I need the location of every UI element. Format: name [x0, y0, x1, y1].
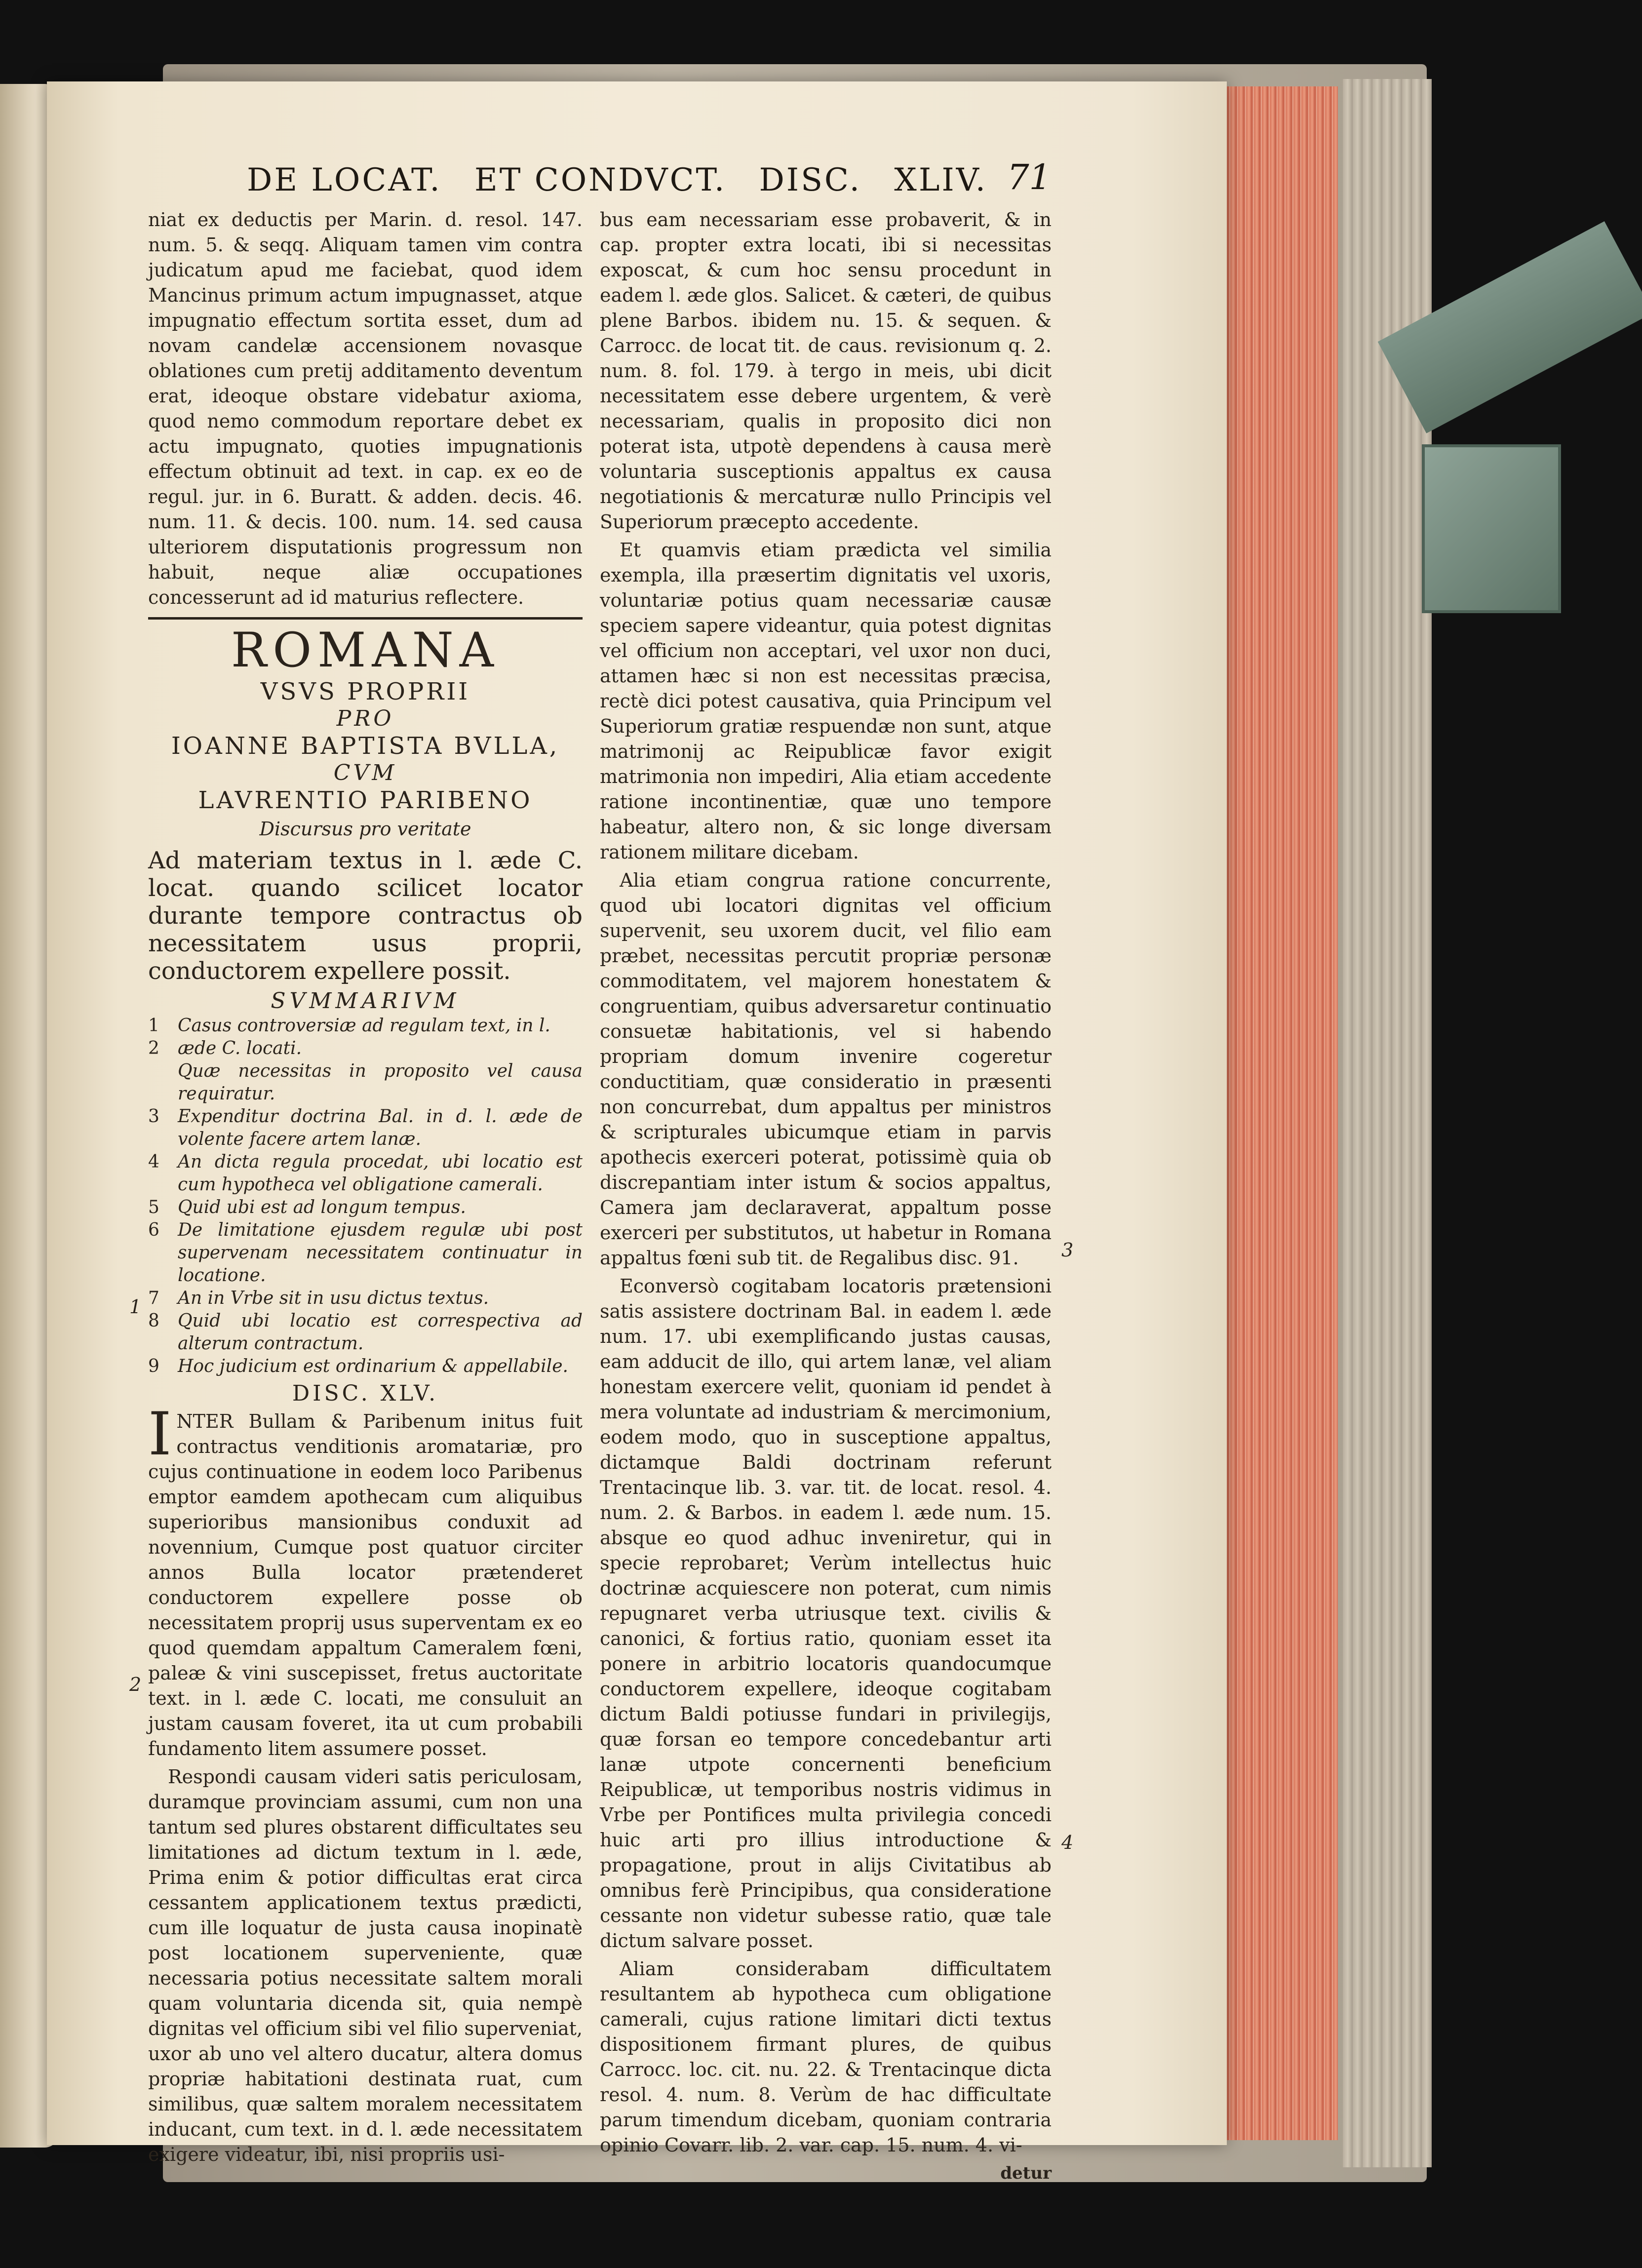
body-paragraph: INTER Bullam & Paribenum initus fuit contractus venditionis aromatariæ, pro cujus continuatione in eodem loco Paribenus emptor eamdem apothecam cum aliquibus superioribus mansionibus conduxit ad novennium, Cumque post quatuor circiter annos Bulla locator prætenderet conductorem expellere posse ob necessitatem proprij usus superventam ex eo quod quemdam appaltum Cameralem fœni, paleæ & vini suscepisset, fretus auctoritate text. in l. æde C. locati, me consuluit an justam causam foveret, ita ut cum probabili fundamento litem assumere posset. — [148, 1400, 583, 1760]
column-text: niat ex deductis per Marin. d. resol. 147. num. 5. & seqq. Aliquam tamen vim contra judicatum apud me faciebat, quod idem Mancinus primum actum impugnasset, atque impugnatio effectum sortita esset, dum ad novam candelæ accensionem novasque oblationes cum pretij additamento deventum erat, ideoque obstare videbatur axioma, quod nemo commodum reportare debet ex actu impugnato, quoties impugnationis effectum obtinuit ad text. in cap. ex eo de regul. jur. in 6. Buratt. & adden. decis. 46. num. 11. & decis. 100. num. 14. sed causa ulteriorem disputationis progressum non habuit, neque aliæ occupationes concesserunt ad id maturius reflectere. — [148, 209, 583, 608]
party-2: LAVRENTIO PARIBENO — [198, 786, 533, 814]
margin-number: 3 — [1061, 1239, 1074, 1261]
discursus-label: Discursus pro veritate — [259, 818, 471, 840]
summary-item: 8 Quid ubi locatio est correspectiva ad alterum contractum. — [148, 1311, 583, 1354]
case-subtitle: VSVS PROPRII — [260, 678, 470, 705]
summary-item: 1 Casus controversiæ ad regulam text, in l. — [148, 1016, 550, 1036]
summary-list — [148, 1015, 583, 1378]
running-head-part: DE LOCAT. — [247, 162, 442, 198]
body-paragraph: Econversò cogitabam locatoris prætensioni satis assistere doctrinam Bal. in eadem l. æde num. 17. ubi exemplificando justas causas, eam adducit de illo, qui artem lanæ, vel aliam honestam exercere velit, quoniam id pendet à mera voluntate ad industriam & mercimonium, eodem modo, quo in susceptione appaltus, dictamque Baldi doctrinam referunt Trentacinque lib. 3. var. tit. de locat. resol. 4. num. 2. & Barbos. in eadem l. æde num. 15. absque eo quod adhuc inveniretur, qui in specie reprobaret; Verùm intellectus huic doctrinæ acquiescere non poterat, cum nimis repugnaret verba utriusque text. civilis & canonici, & fortius ratio, quoniam esset ita ponere in arbitrio locatoris quandocumque conductorem expellere, ideoque cogitabam dictum Baldi potiusse fundari in privilegijs, quæ forsan eo tempore concedebantur arti lanæ utpote concernenti beneficium Reipublicæ, ut temporibus nostris vidimus in Vrbe per Pontifices multa privilegia concedi huic arti pro illius introductione & propagatione, prout in alijs Civitatibus ab omnibus ferè Principibus, qua consideratione cessante non videtur subesse ratio, quæ tale dictum salvare posset. — [600, 1275, 1052, 1952]
right-column — [600, 207, 1052, 2186]
body-paragraph: Respondi causam videri satis periculosam, duramque provinciam assumi, cum non una tantum sed plures obstarent difficultates seu limitationes ad dictum textum in l. æde, Prima enim & potior difficultas erat circa cessantem applicationem textus prædicti, cum ille loquatur de justa causa inopinatè post locationem superveniente, quæ necessaria potius necessitate saltem morali quam voluntaria dicenda sit, quia nempè dignitas vel officium sibi vel filio superveniat, uxor ab uno vel altero ducatur, altera domus propriæ habitationi destinata ruat, cum similibus, quæ saltem moralem necessitatem inducant, cum text. in d. l. æde necessitatem exigere videatur, ibi, nisi propriis usi- — [148, 1766, 583, 2165]
summarium-heading: SVMMARIVM — [271, 988, 460, 1014]
pro-label: PRO — [336, 706, 394, 731]
running-head — [247, 158, 987, 202]
body-paragraph: Aliam considerabam difficultatem resultantem ab hypotheca cum obligatione camerali, cujus ratione limitari dicti textus dispositionem firmant plures, de quibus Carrocc. loc. cit. nu. 22. & Trentacinque dicta resol. 4. num. 8. Verùm de hac difficultate parum timendum dicebam, quoniam contraria opinio Covarr. lib. 2. var. cap. 15. num. 4. vi- — [600, 1958, 1052, 2156]
summary-item: 4 An dicta regula procedat, ubi locatio est cum hypotheca vel obligatione camerali. — [148, 1152, 583, 1195]
drop-initial: I — [148, 1400, 172, 1469]
summary-item: 6 De limitatione ejusdem regulæ ubi post supervenam necessitatem continuatur in locatione. — [148, 1220, 583, 1286]
divider-rule — [148, 617, 583, 620]
discourse-heading: DISC. XLV. — [292, 1381, 439, 1406]
body-paragraph: bus eam necessariam esse probaverit, & in cap. propter extra locati, ibi si necessitas exposcat, & cum hoc sensu procedunt in eadem l. æde glos. Salicet. & cæteri, de quibus plene Barbos. ibidem nu. 15. & sequen. & Carrocc. de locat tit. de caus. revisionum q. 2. num. 8. fol. 179. à tergo in meis, ubi dicit necessitatem esse debere urgentem, & verè necessariam, qualis in proposito dici non poterat ista, utpotè dependens à causa merè voluntaria susceptionis appaltus ex causa negotiationis & mercaturæ nullo Principis vel Superiorum præcepto accedente. — [600, 209, 1052, 533]
running-head-part: ET CONDVCT. — [474, 162, 727, 198]
cum-label: CVM — [333, 760, 397, 785]
running-head-part: XLIV. — [894, 162, 987, 198]
catchword: detur — [1000, 2163, 1052, 2183]
page-number: 71 — [1007, 157, 1052, 197]
body-paragraph: Et quamvis etiam prædicta vel similia exempla, illa præsertim dignitatis vel uxoris, voluntariæ potius quam necessariæ causæ speciem sapere videantur, quia potest dignitas vel officium non acceptari, vel uxor non duci, attamen hæc si non est necessitas præcisa, rectè dici potest causativa, quia Principum vel Superiorum gratiæ respuendæ non sunt, atque matrimonij ac Reipublicæ favor exigit matrimonia non impediri, Alia etiam accedente ratione incontinentiæ, quæ uno tempore habeatur, altero non, & sic longe diversam rationem militare dicebam. — [600, 539, 1052, 863]
lead-statement: Ad materiam textus in l. æde C. locat. quando scilicet locator durante tempore contractus ob necessitatem usus proprii, conductorem expellere possit. — [148, 847, 583, 985]
margin-number: 4 — [1061, 1832, 1074, 1853]
running-head-part: DISC. — [759, 162, 861, 198]
summary-item: 7 An in Vrbe sit in usu dictus textus. — [148, 1288, 489, 1308]
summary-item: 5 Quid ubi est ad longum tempus. — [148, 1197, 466, 1217]
clasp-plate — [1422, 444, 1561, 613]
party-1: IOANNE BAPTISTA BVLLA, — [171, 732, 560, 760]
body-paragraph: Alia etiam congrua ratione concurrente, quod ubi locatori dignitas vel officium supervenit, seu uxorem ducit, vel filio eam præbet, necessitas percutit propriæ personæ commoditatem, vel majorem honestatem & congruentiam, quibus adversaretur continuatio consuetæ habitationis, vel si habendo propriam domum invenire cogeretur conductitiam, quæ consideratio in præsenti non concurrebat, dum appaltus per ministros & scripturales ubicumque etiam in parvis apothecis exerceri poterat, potissimè quia ob discrepantiam inter istum & socios appaltus, Camera jam declaraverat, appaltum posse exerceri per substitutos, ut habetur in Romana appaltus fœni sub tit. de Regalibus disc. 91. — [600, 869, 1052, 1269]
red-page-edges — [1214, 86, 1338, 2140]
case-title: ROMANA — [231, 623, 500, 678]
margin-number: 2 — [129, 1674, 142, 1695]
summary-item: 2 æde C. locati. — [148, 1038, 302, 1058]
margin-number: 1 — [129, 1296, 142, 1318]
left-column — [148, 207, 583, 2170]
summary-item: Quæ necessitas in proposito vel causa requiratur. — [178, 1061, 583, 1104]
summary-item: 9 Hoc judicium est ordinarium & appellabile. — [148, 1356, 568, 1376]
summary-item: 3 Expenditur doctrina Bal. in d. l. æde de volente facere artem lanæ. — [148, 1106, 583, 1149]
